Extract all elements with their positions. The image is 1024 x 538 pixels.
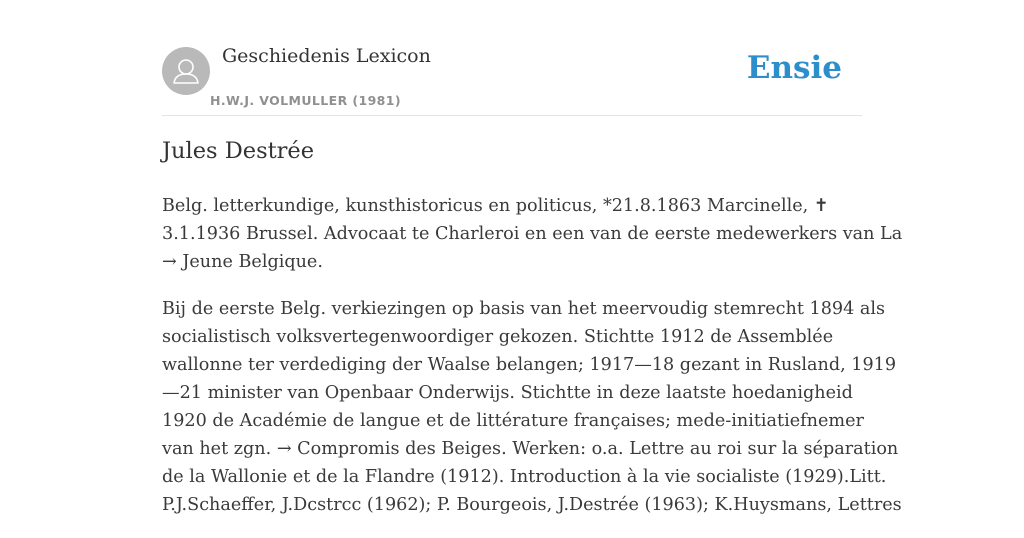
paragraph	[162, 295, 902, 519]
entry-body	[162, 192, 903, 538]
text-fragment: . Werken: o.a. Lettre au roi sur la séparation	[501, 439, 899, 459]
entry-title: Jules Destrée	[162, 138, 315, 164]
link-compromis[interactable]: Compromis des Beiges	[297, 439, 502, 459]
ensie-logo[interactable]: Ensie	[746, 50, 842, 86]
arrow-icon: →	[276, 439, 292, 459]
text-line: socialistisch volksvertegenwoordiger gekozen. Stichtte 1912 de Assemblée	[162, 327, 834, 347]
text-line: wallonne ter verdediging der Waalse belangen; 1917—18 gezant in Rusland, 1919	[162, 355, 897, 375]
text-line: P.J.Schaeffer, J.Dcstrcc (1962); P. Bourgeois, J.Destrée (1963); K.Huysmans, Lettres	[162, 495, 902, 515]
paragraph	[162, 192, 903, 276]
avatar[interactable]	[162, 47, 210, 95]
header	[162, 0, 862, 116]
text-line	[162, 248, 862, 276]
text-tail: .	[317, 252, 323, 272]
text-line: —21 minister van Openbaar Onderwijs. Stichtte in deze laatste hoedanigheid	[162, 383, 853, 403]
link-jeune-belgique[interactable]: Jeune Belgique	[182, 252, 318, 272]
text-line	[162, 435, 899, 463]
text-line: 1920 de Académie de langue et de littérature françaises; mede-initiatiefnemer	[162, 411, 864, 431]
text-line: 3.1.1936 Brussel. Advocaat te Charleroi en een van de eerste medewerkers van La	[162, 224, 903, 244]
user-placeholder-icon	[162, 47, 210, 95]
text-line: de la Wallonie et de la Flandre (1912). Introduction à la vie socialiste (1929).Litt.	[162, 467, 887, 487]
arrow-icon: →	[162, 252, 177, 272]
text-fragment: van het zgn.	[162, 439, 272, 459]
text-line: Belg. letterkundige, kunsthistoricus en politicus, *21.8.1863 Marcinelle, ✝	[162, 196, 829, 216]
author-credit: H.W.J. VOLMULLER (1981)	[210, 93, 401, 108]
text-line: Bij de eerste Belg. verkiezingen op basis van het meervoudig stemrecht 1894 als	[162, 299, 886, 319]
book-title[interactable]: Geschiedenis Lexicon	[222, 45, 431, 67]
